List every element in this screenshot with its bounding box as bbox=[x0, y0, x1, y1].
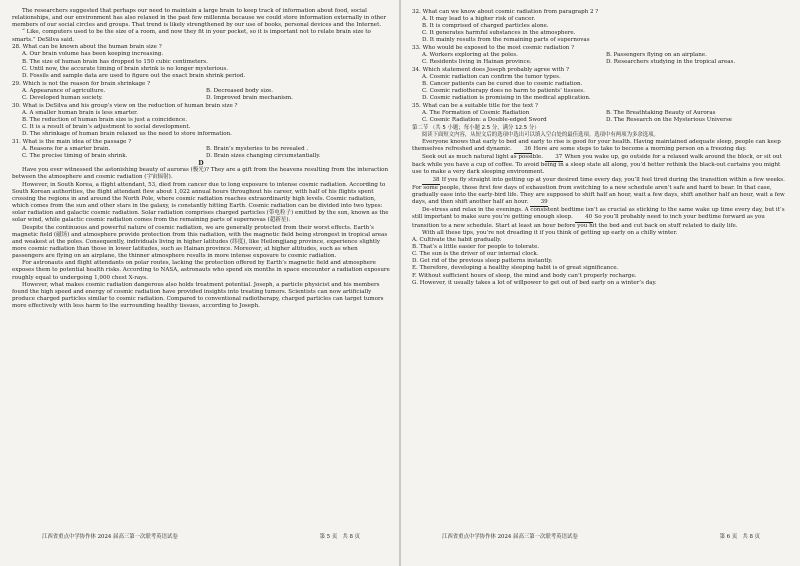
intro-paragraph: The researchers suggested that perhaps our need to maintain a large brain to keep track of information about food, social relationships, and our environment has also relaxed in the past few millennia because we could store information externally in other members of our social circles and groups. That trend is likely strengthened by our use of books, personal devices and the Internet. bbox=[12, 8, 387, 29]
blank-37: 37 bbox=[545, 154, 563, 162]
option-row bbox=[412, 52, 790, 59]
cloze-text: If you fly straight into getting up at your desired time every day, you’ll feel tired during the transition within a few weeks. For some people, those first few days of exhaustion from switching to a new schedule aren’t safe and hard to bear. In that case, gradually ease into the early-bird life. They are supposed to shift half an hour, wait a few days, shift another half an hour, wait a few days, and then shift another half an hour. bbox=[412, 176, 785, 206]
section-instructions: 阅读下面短文内容，从短文后的选项中选出可以填入空白处的最佳选项。选项中有两项为多余选项。 bbox=[421, 131, 659, 138]
page-footer bbox=[412, 534, 790, 541]
option: D. It mainly results from the remaining parts of supernovas bbox=[422, 37, 590, 44]
option: C. Developed human society. bbox=[22, 94, 103, 101]
cloze-paragraph bbox=[412, 177, 790, 208]
page-gutter bbox=[399, 0, 401, 566]
cloze-paragraph bbox=[412, 207, 790, 229]
intro-paragraph: “ Like, computers used to be the size of a room, and now they fit in your pocket, so it is important not to relate brain size to smarts.” DeSilva said. bbox=[12, 29, 371, 43]
option: C. The sun is the driver of our internal clock. bbox=[412, 251, 539, 258]
option: B. Passengers flying on an airplane. bbox=[606, 51, 707, 58]
option: A. Our brain volume has been keeping increasing. bbox=[22, 51, 164, 58]
option: C. Until now, the accurate timing of brain shrink is no longer mysterious. bbox=[22, 65, 228, 72]
option: B. Decreased body size. bbox=[206, 87, 274, 94]
option: D. Fossils and sample data are used to figure out the exact brain shrink period. bbox=[22, 72, 246, 79]
passage-paragraph: Have you ever witnessed the astonishing beauty of auroras (极光)? They are a gift from the heavens resulting from the interaction between the atmosphere and cosmic radiation (宇宙辐射). bbox=[12, 167, 389, 181]
footer-title: 江西省重点中学协作体 2024 届高三第一次联考英语试卷 bbox=[42, 534, 178, 540]
option: D. The shrinkage of human brain relaxed us the need to store information. bbox=[22, 131, 232, 138]
passage-paragraph: However, what makes cosmic radiation dangerous also holds treatment potential. Joseph, a particle physicist and his members found the high speed and energy of cosmic radiation have provided insights into treating tumors. Scientists can now artificially produce charged particles similar to cosmic radiation. Compared to conventional radiotherapy, charged particles can target tumors more effectively with less harm to the surrounding healthy tissues, according to Joseph. bbox=[12, 281, 384, 310]
option-row bbox=[12, 146, 390, 153]
option-row bbox=[12, 95, 390, 102]
option: D. Researchers studying in the tropical areas. bbox=[606, 59, 736, 66]
option: B. It is comprised of charged particles alone. bbox=[422, 22, 549, 29]
cloze-text: De-stress and relax in the evenings. A consistent bedtime isn’t as crucial as sticking to the same wake up time every day, but it’s still important to make sure you’re getting enough sleep. bbox=[412, 207, 785, 221]
option: C. Cosmic radiotherapy does no harm to patients’ tissues. bbox=[422, 88, 585, 95]
cloze-paragraph: With all these tips, you’re not dreading it if you think of getting up early on a chilly winter. bbox=[421, 229, 678, 236]
question-28: 28. What can be known about the human brain size ? bbox=[12, 44, 162, 51]
option: A. Workers exploring at the poles. bbox=[422, 51, 518, 58]
footer-total: 共 8 页 bbox=[342, 534, 360, 540]
footer-page: 第 5 页 bbox=[319, 534, 338, 540]
option: G. However, it usually takes a lot of willpower to get out of bed early on a winter’s day. bbox=[412, 279, 657, 286]
option: B. Cancer patients can be cured due to cosmic radiation. bbox=[422, 81, 583, 88]
question-32: 32. What can we know about cosmic radiation from paragraph 2 ? bbox=[412, 8, 599, 15]
option: D. Brain sizes changing circumstantially. bbox=[206, 153, 321, 160]
question-29: 29. Which is not the reason for brain shrinkage ? bbox=[12, 80, 151, 87]
blank-40: 40 bbox=[575, 214, 593, 222]
question-31: 31. What is the main idea of the passage ? bbox=[12, 138, 132, 145]
option: B. The reduction of human brain size is just a coincidence. bbox=[22, 116, 187, 123]
cloze-text: When you wake up, go outside for a relaxed walk around the block, or sit out back while you have a cup of coffee. To avoid being in a sleep state all along, you’d better rethink the black-out curtains you might use to make a very dark sleeping environment. bbox=[412, 154, 782, 176]
passage-paragraph: However, in South Korea, a flight attendant, 53, died from cancer due to long exposure to intense cosmic radiation. According to South Korean authorities, the flight attendant flew about 1,022 annual hours throughout his career, with half of his flights spent crossing the regions in and around the North Pole, where cosmic radiation reaches extraordinarily high levels. Cosmic radiation, which comes from the sun and other stars in the galaxy, is constantly hitting Earth. Cosmic radiation can be divided into two types: solar radiation and galactic cosmic radiation. Solar radiation comprises charged particles (带电粒子) emitted by the sun, known as the solar wind, while galactic cosmic radiation comes from the remaining parts of supernovas (超新星). bbox=[12, 181, 389, 224]
question-30: 30. What is DeSilva and his group’s view on the reduction of human brain size ? bbox=[12, 102, 238, 109]
section-letter: D bbox=[198, 160, 204, 168]
passage-paragraph: Despite the continuous and powerful nature of cosmic radiation, we are generally protected from their worst effects. Earth’s magnetic field (磁场) and atmosphere provide protection from this radiation, with the magnetic field being strongest in tropical areas and weakest at the poles. Consequently, individuals living in higher latitudes (纬度), like Heilongjiang province, experience slightly more cosmic radiation than those in lower latitudes, such as Hainan province. Moreover, at higher altitudes, such as when passengers are flying on an airplane, the thinner atmosphere results in more intense exposure to cosmic radiation. bbox=[12, 224, 388, 260]
footer-total: 共 8 页 bbox=[742, 534, 760, 540]
option: A. A smaller human brain is less smarter. bbox=[22, 109, 138, 116]
page-6 bbox=[412, 8, 790, 552]
option: C. Cosmic Radiation: a Double-edged Sword bbox=[422, 117, 547, 124]
cloze-paragraph bbox=[412, 139, 790, 154]
passage-paragraph: For astronauts and flight attendants on polar routes, lacking the protection offered by Earth’s magnetic field and atmosphere exposes them to potential health risks. According to NASA, astronauts who spend six months in space encounter a radiation exposure roughly equal to undergoing 1,000 chest X-rays. bbox=[12, 260, 390, 281]
option: B. The Breathtaking Beauty of Auroras bbox=[606, 110, 716, 117]
blank-36: 36 bbox=[514, 146, 532, 154]
option: A. The Formation of Cosmic Radiation bbox=[422, 110, 530, 117]
cloze-text: Seek out as much natural light as possible. bbox=[421, 154, 544, 161]
option: C. It is a result of brain’s adjustment to social development. bbox=[22, 124, 191, 130]
option: C. Residents living in Hainan province. bbox=[422, 59, 532, 66]
cloze-text: Everyone knows that early to bed and early to rise is good for your health. Having maintained adequate sleep, people can keep themselves refreshed and dynamic. bbox=[412, 138, 781, 152]
option: B. That’s a little easier for people to tolerate. bbox=[412, 244, 540, 250]
option: D. Get rid of the previous sleep patterns instantly. bbox=[412, 258, 553, 265]
option: D. Improved brain mechanism. bbox=[206, 94, 293, 101]
blank-39: 39 bbox=[530, 199, 548, 207]
option: A. Reasons for a smarter brain. bbox=[22, 145, 111, 152]
option: A. It may lead to a higher risk of cancer. bbox=[422, 15, 536, 22]
option: A. Appearance of agriculture. bbox=[22, 87, 106, 94]
section-heading: 第二节 （共 5 小题；每小题 2.5 分，满分 12.5 分） bbox=[412, 124, 540, 131]
option: C. It generates harmful substances in the atmosphere. bbox=[422, 29, 576, 36]
option-row bbox=[412, 117, 790, 124]
option-row bbox=[412, 110, 790, 117]
question-35: 35. What can be a suitable title for the text ? bbox=[412, 103, 538, 110]
option: B. Brain’s mysteries to be revealed . bbox=[206, 145, 309, 152]
option: F. Without sufficient hours of sleep, the mind and body can’t properly recharge. bbox=[412, 272, 637, 279]
option-row bbox=[12, 153, 390, 160]
option-row bbox=[12, 88, 390, 95]
option: C. The precise timing of brain shrink. bbox=[22, 153, 128, 160]
option: E. Therefore, developing a healthy sleeping habit is of great significance. bbox=[412, 265, 619, 272]
footer-title: 江西省重点中学协作体 2024 届高三第一次联考英语试卷 bbox=[442, 534, 578, 540]
blank-38: 38 bbox=[422, 177, 440, 185]
cloze-text: So you’ll probably need to inch your bedtime forward as you transition to a new schedule. Start at least an hour before you hit the bed and cut back on stuff related to daily life. bbox=[412, 214, 765, 229]
page-footer bbox=[12, 534, 390, 541]
option: A. Cultivate the habit gradually. bbox=[412, 236, 502, 243]
footer-page: 第 6 页 bbox=[719, 534, 738, 540]
question-33: 33. Who would be exposed to the most cosmic radiation ? bbox=[412, 44, 575, 51]
option-row bbox=[412, 59, 790, 66]
option: D. Cosmic radiation is promising in the medical application. bbox=[422, 95, 591, 102]
cloze-text: Here are some steps to take to become a morning person on a freezing day. bbox=[533, 145, 747, 152]
option: A. Cosmic radiation can confirm the tumor types. bbox=[422, 73, 561, 80]
option: B. The size of human brain has dropped to 150 cubic centimeters. bbox=[22, 58, 208, 65]
page-5 bbox=[12, 8, 390, 552]
cloze-paragraph bbox=[412, 154, 790, 176]
question-34: 34. Which statement does Joseph probably agree with ? bbox=[412, 66, 569, 73]
option: D. The Research on the Mysterious Universe bbox=[606, 117, 732, 124]
